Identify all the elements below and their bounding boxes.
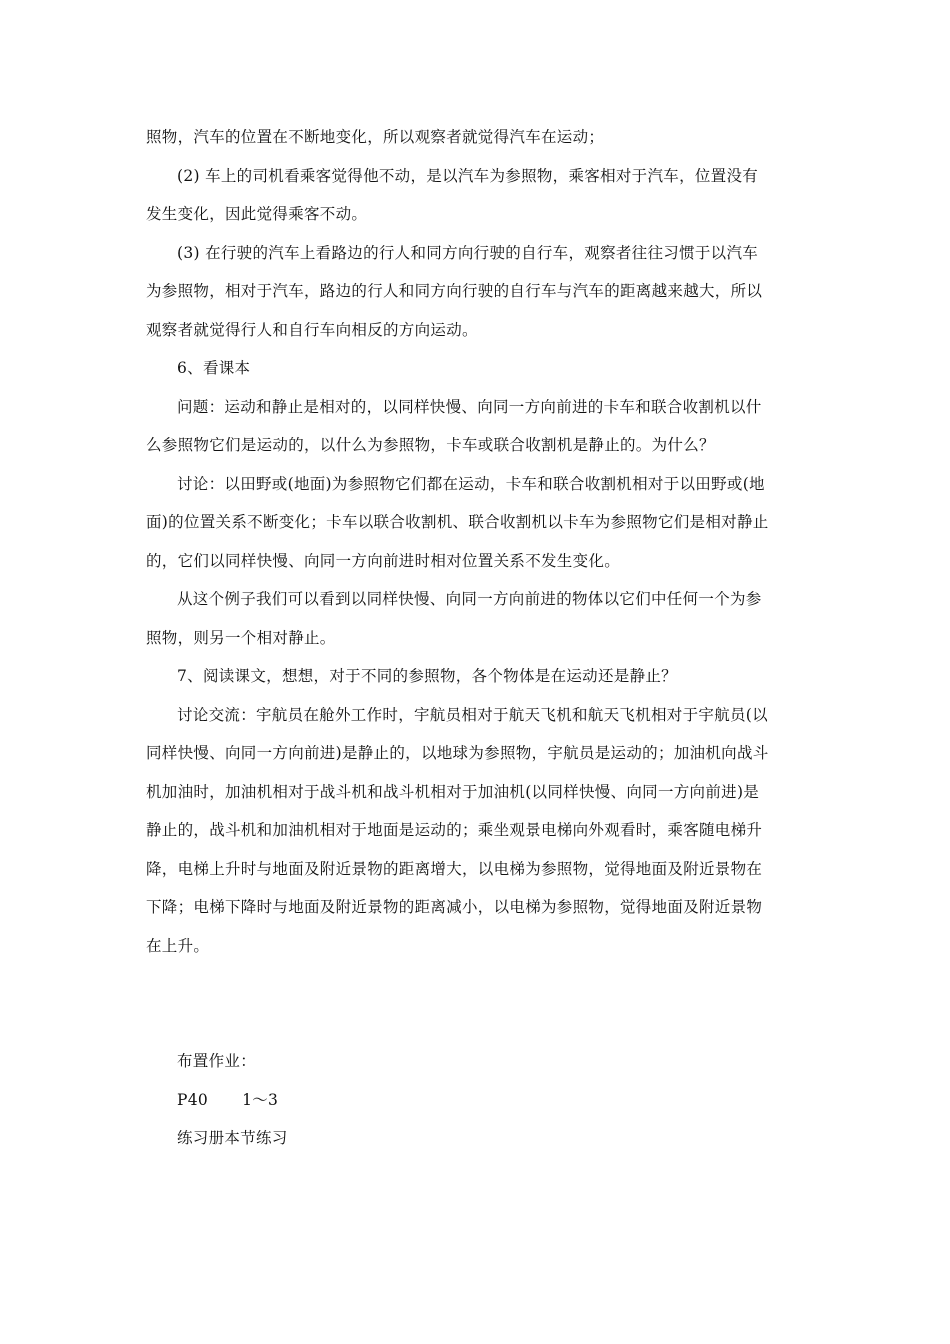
section-heading-6: [146, 349, 810, 388]
paragraph-question: [146, 388, 810, 465]
homework-title: 布置作业：: [177, 1052, 257, 1070]
text-line: 同样快慢、向同一方向前进)是静止的，以地球为参照物，宇航员是运动的；加油机向战斗: [146, 744, 769, 762]
text-line: 讨论交流：宇航员在舱外工作时，宇航员相对于航天飞机和航天飞机相对于宇航员(以: [177, 705, 768, 724]
text-line: 6、看课本: [177, 359, 251, 377]
paragraph-p1: [146, 118, 810, 157]
text-line: 观察者就觉得行人和自行车向相反的方向运动。: [146, 320, 478, 339]
homework-page-ref: P40: [177, 1090, 209, 1109]
text-line: 下降；电梯下降时与地面及附近景物的距离减小，以电梯为参照物，觉得地面及附近景物: [146, 898, 763, 916]
text-line: 从这个例子我们可以看到以同样快慢、向同一方向前进的物体以它们中任何一个为参: [177, 590, 762, 608]
text-line: 照物，汽车的位置在不断地变化，所以观察者就觉得汽车在运动；: [146, 128, 605, 146]
text-line: (3) 在行驶的汽车上看路边的行人和同方向行驶的自行车，观察者往往习惯于以汽车: [177, 243, 759, 262]
homework-section: [146, 1042, 810, 1158]
homework-assignment: [146, 1081, 810, 1120]
text-line: 的，它们以同样快慢、向同一方向前进时相对位置关系不发生变化。: [146, 551, 621, 570]
text-line: 问题：运动和静止是相对的，以同样快慢、向同一方向前进的卡车和联合收割机以什: [177, 397, 762, 416]
paragraph-p3: [146, 234, 810, 350]
text-line: 7、阅读课文，想想，对于不同的参照物，各个物体是在运动还是静止？: [177, 667, 677, 685]
text-line: 降，电梯上升时与地面及附近景物的距离增大，以电梯为参照物，觉得地面及附近景物在: [146, 859, 763, 878]
text-line: 为参照物，相对于汽车，路边的行人和同方向行驶的自行车与汽车的距离越来越大，所以: [146, 282, 763, 300]
section-heading-7: [146, 657, 810, 696]
homework-range: 1～3: [242, 1090, 279, 1109]
text-line: 发生变化，因此觉得乘客不动。: [146, 205, 368, 223]
text-line: 在上升。: [146, 936, 210, 955]
paragraph-p2: [146, 157, 810, 234]
document-body: [146, 118, 810, 1158]
spacer: [146, 965, 810, 1042]
text-line: 照物，则另一个相对静止。: [146, 628, 336, 647]
paragraph-exchange: [146, 696, 810, 966]
text-line: 机加油时，加油机相对于战斗机和战斗机相对于加油机(以同样快慢、向同一方向前进)是: [146, 782, 760, 801]
text-line: 讨论：以田野或(地面)为参照物它们都在运动，卡车和联合收割机相对于以田野或(地: [177, 474, 765, 493]
homework-workbook: 练习册本节练习: [177, 1129, 288, 1147]
text-line: 么参照物它们是运动的，以什么为参照物，卡车或联合收割机是静止的。为什么？: [146, 436, 715, 454]
paragraph-conclusion: [146, 580, 810, 657]
text-line: (2) 车上的司机看乘客觉得他不动，是以汽车为参照物，乘客相对于汽车，位置没有: [177, 166, 759, 185]
text-line: 面)的位置关系不断变化；卡车以联合收割机、联合收割机以卡车为参照物它们是相对静止: [146, 513, 769, 531]
paragraph-discussion: [146, 465, 810, 581]
text-line: 静止的，战斗机和加油机相对于地面是运动的；乘坐观景电梯向外观看时，乘客随电梯升: [146, 821, 763, 839]
